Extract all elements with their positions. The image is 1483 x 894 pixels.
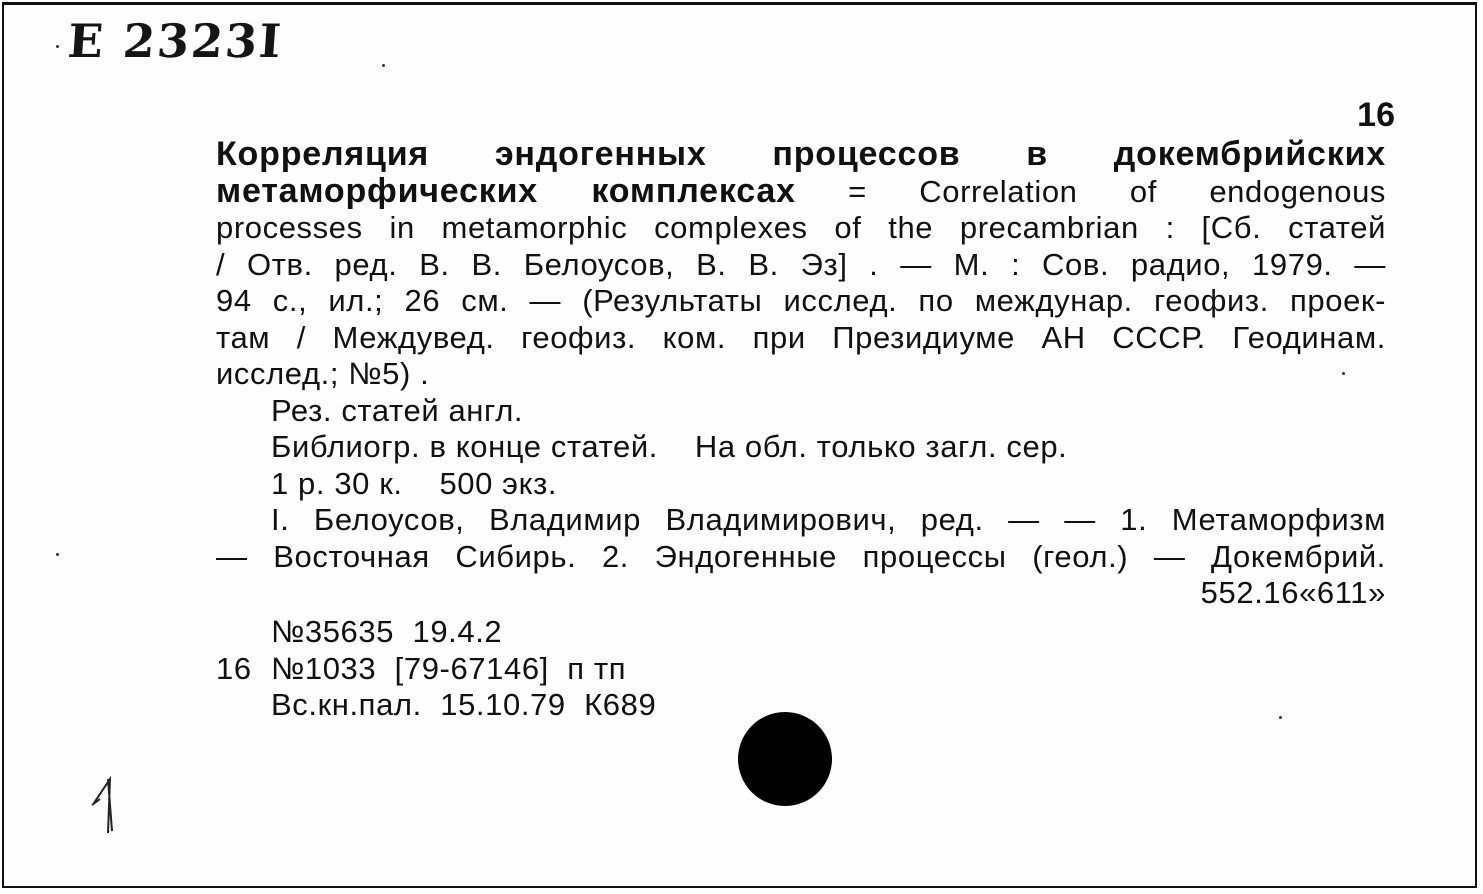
card-footer — [216, 614, 656, 724]
footer-row — [216, 687, 656, 724]
note-price: 1 р. 30 к. 500 экз. — [271, 465, 558, 501]
dust-speck — [56, 45, 59, 48]
punch-hole — [738, 712, 832, 806]
title-line-1: Корреляция эндогенных процессов в докембрийских — [216, 135, 1386, 173]
description-line-3: processes in metamorphic complexes of the precambrian : [Сб. статей — [216, 210, 1386, 245]
handwritten-mark — [88, 775, 118, 835]
footer-text: №35635 19.4.2 — [271, 614, 503, 649]
title-line-2 — [216, 173, 1386, 211]
description-line-5: 94 с., ил.; 26 см. — (Результаты исслед. по междунар. геофиз. проек- — [216, 283, 1386, 318]
parallel-title-part: = Correlation of endogenous — [795, 173, 1387, 209]
footer-row — [216, 614, 656, 651]
bibliographic-description — [216, 136, 1386, 612]
description-line-7: исслед.; №5) . — [216, 356, 430, 391]
note-summary: Рез. статей англ. — [271, 392, 524, 428]
classification-code: 552.16«611» — [1200, 575, 1386, 610]
footer-text: №1033 [79-67146] п тп — [271, 650, 627, 686]
dust-speck — [56, 553, 59, 556]
tracings-line-2: — Восточная Сибирь. 2. Эндогенные процессы (геол.) — Докембрий. — [216, 538, 1386, 574]
footer-prefix: 16 — [216, 650, 252, 686]
footer-row — [216, 651, 656, 688]
dust-speck — [1342, 372, 1345, 375]
tracings-line-1: I. Белоусов, Владимир Владимирович, ред. — — 1. Метаморфизм — [271, 502, 1386, 537]
card-number: 16 — [1357, 96, 1395, 134]
description-line-6: там / Междувед. геофиз. ком. при Президиуме АН СССР. Геодинам. — [216, 319, 1386, 355]
title-bold-part: метаморфических комплексах — [216, 171, 796, 210]
dust-speck — [382, 64, 385, 67]
note-bibliography: Библиогр. в конце статей. На обл. только загл. сер. — [271, 429, 1068, 464]
dust-speck — [1279, 716, 1282, 719]
footer-text: Вс.кн.пал. 15.10.79 К689 — [271, 687, 657, 722]
description-line-4: / Отв. ред. В. В. Белоусов, В. В. Эз] . — М. : Сов. радио, 1979. — — [216, 246, 1386, 282]
handwritten-call-number: Е 2323I — [66, 14, 285, 68]
